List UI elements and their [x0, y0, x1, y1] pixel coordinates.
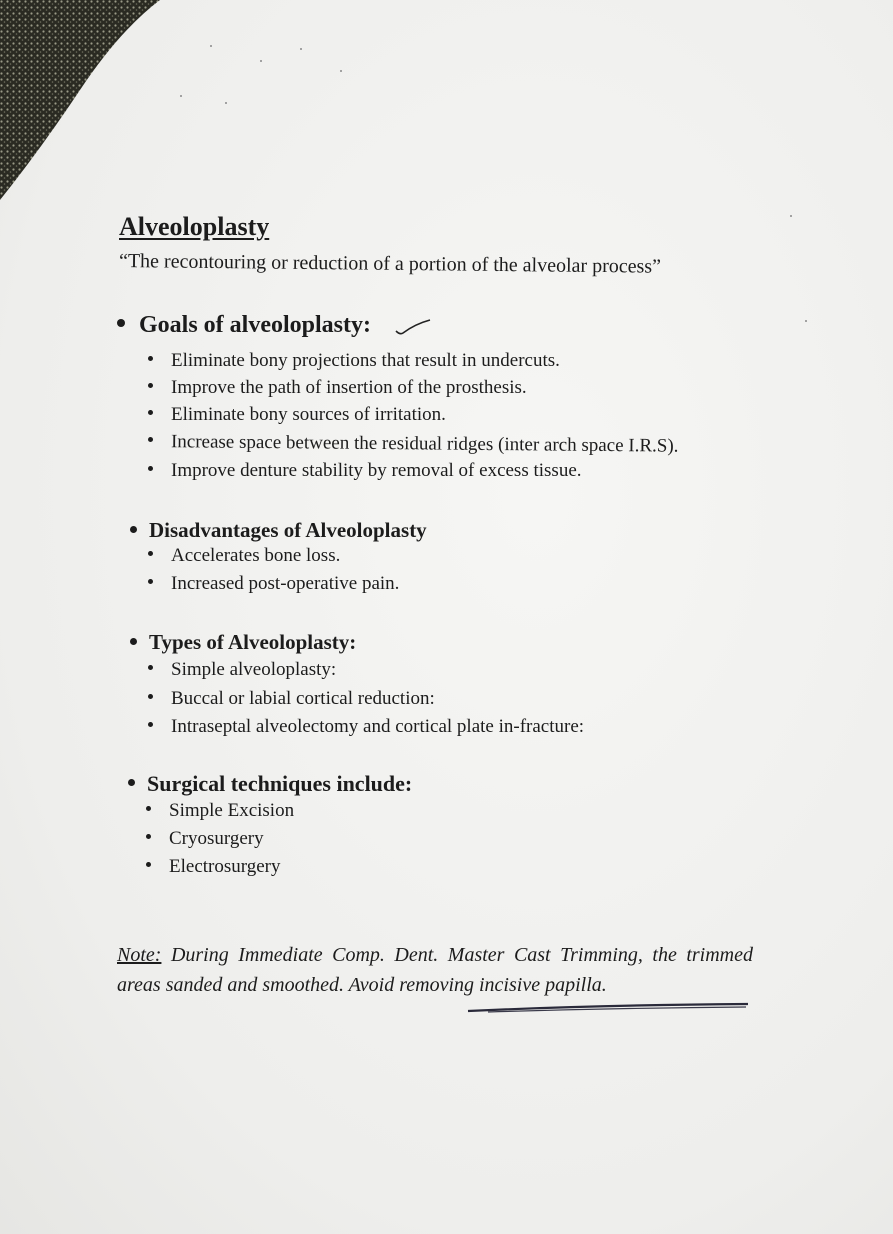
list-item: Improve denture stability by removal of excess tissue.	[148, 460, 582, 482]
bullet-icon	[148, 466, 153, 471]
bullet-icon	[128, 779, 135, 786]
list-item: Simple alveoloplasty:	[148, 659, 336, 681]
bullet-icon	[148, 410, 153, 415]
section-heading-types	[130, 630, 356, 655]
bullet-icon	[148, 722, 153, 727]
list-item: Increased post-operative pain.	[148, 573, 399, 595]
bullet-icon	[146, 862, 151, 867]
bullet-icon	[146, 806, 151, 811]
heading-text: Disadvantages of Alveoloplasty	[149, 518, 427, 542]
speck	[790, 215, 792, 217]
bullet-icon	[146, 834, 151, 839]
speck	[210, 45, 212, 47]
checkmark-icon	[393, 318, 433, 338]
list-item: Improve the path of insertion of the prosthesis.	[148, 377, 527, 399]
bullet-icon	[130, 638, 137, 645]
bullet-icon	[148, 579, 153, 584]
list-item: Simple Excision	[146, 800, 294, 822]
speck	[805, 320, 807, 322]
list-item: Eliminate bony sources of irritation.	[148, 404, 446, 426]
definition: “The recontouring or reduction of a portion of the alveolar process”	[118, 250, 662, 278]
heading-text: Goals of alveoloplasty:	[139, 312, 371, 338]
speck	[300, 48, 302, 50]
heading-text: Surgical techniques include:	[147, 771, 413, 796]
heading-text: Types of Alveoloplasty:	[149, 630, 357, 654]
section-heading-goals	[117, 312, 371, 339]
bullet-icon	[148, 694, 153, 699]
bullet-icon	[148, 665, 153, 670]
list-item: Electrosurgery	[146, 856, 281, 878]
speck	[180, 95, 182, 97]
list-item: Increase space between the residual ridges (inter arch space I.R.S).	[148, 431, 679, 458]
list-item: Accelerates bone loss.	[148, 545, 340, 567]
bullet-icon	[148, 551, 153, 556]
section-heading-techniques	[128, 771, 412, 797]
bullet-icon	[117, 319, 125, 327]
list-item: Buccal or labial cortical reduction:	[148, 688, 435, 710]
handwritten-underline	[448, 1001, 753, 1015]
page-title: Alveoloplasty	[119, 212, 270, 241]
bullet-icon	[130, 526, 137, 533]
list-item: Eliminate bony projections that result in undercuts.	[148, 350, 560, 372]
note	[117, 940, 753, 1000]
speck	[225, 102, 227, 104]
list-item: Cryosurgery	[146, 828, 264, 850]
note-text: During Immediate Comp. Dent. Master Cast Trimming, the trimmed areas sanded and smoothed. Avoid removing incisive papilla.	[117, 944, 754, 996]
speck	[340, 70, 342, 72]
speck	[260, 60, 262, 62]
bullet-icon	[148, 383, 153, 388]
list-item: Intraseptal alveolectomy and cortical plate in-fracture:	[148, 716, 584, 738]
bullet-icon	[148, 437, 153, 442]
torn-corner-shadow	[0, 0, 170, 200]
bullet-icon	[148, 356, 153, 361]
note-label: Note:	[117, 944, 162, 966]
section-heading-disadvantages	[130, 518, 427, 543]
